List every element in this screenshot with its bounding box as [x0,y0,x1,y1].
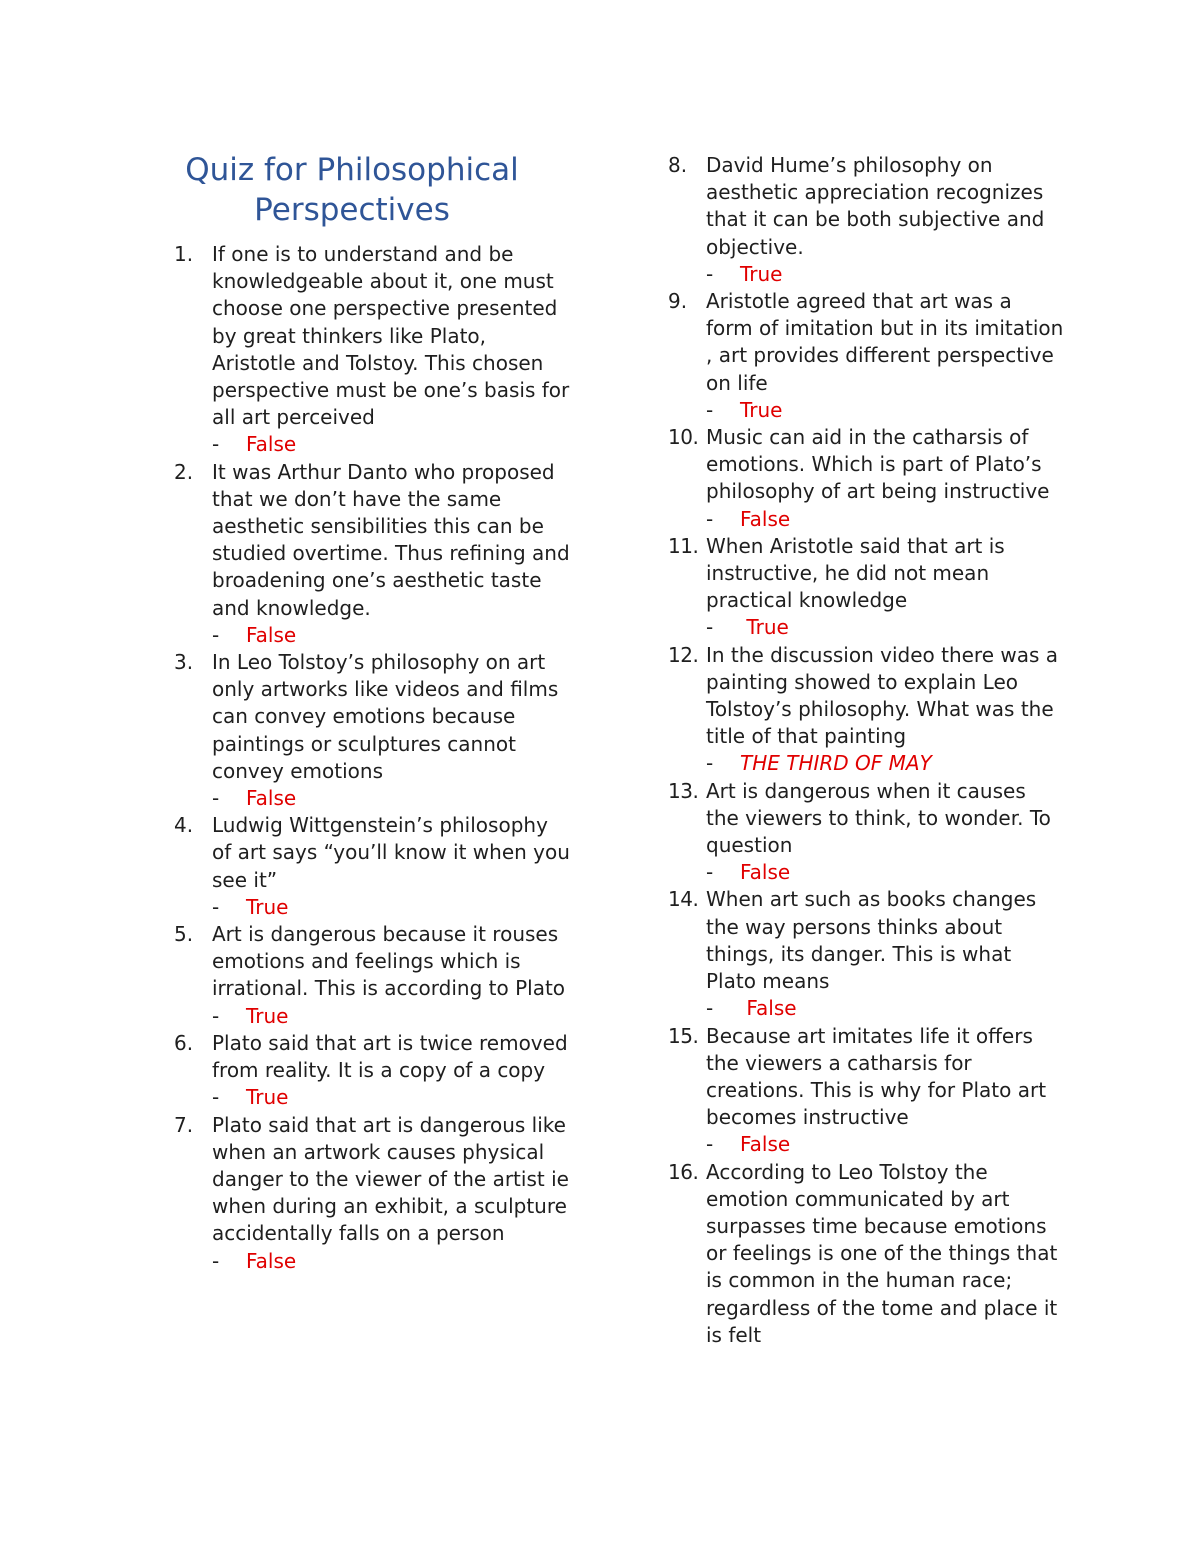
question-14 [668,886,1068,1022]
question-number: 14. [668,887,699,912]
answer-dash: - [212,1248,220,1273]
answer-dash: - [212,622,220,647]
answer-dash: - [706,506,714,531]
question-text: In Leo Tolstoy’s philosophy on art only artworks like videos and films can convey emotions because paintings or sculptures cannot convey emotions [212,650,559,783]
answer-dash: - [706,860,714,885]
answer-line [706,397,1068,424]
question-number: 15. [668,1023,699,1048]
answer-line [212,894,574,921]
answer-line [212,431,574,458]
answer: True [740,397,783,422]
question-number: 5. [174,922,194,947]
question-12 [668,642,1068,778]
question-number: 1. [174,242,194,266]
question-text: According to Leo Tolstoy the emotion communicated by art surpasses time because emotions or feelings is one of the things that is common in the human race; regardless of the tome and place it is felt [706,1159,1058,1347]
answer-line [212,622,574,649]
answer-line [212,1248,574,1275]
question-number: 4. [174,813,194,838]
answer: True [246,1085,289,1110]
answer: True [246,1003,289,1028]
answer-dash: - [706,996,714,1021]
question-text: Music can aid in the catharsis of emotions. Which is part of Plato’s philosophy of art being instructive [706,425,1050,504]
question-text: Aristotle agreed that art was a form of imitation but in its imitation , art provides different perspective on life [706,289,1064,395]
answer: THE THIRD OF MAY [740,751,932,776]
answer-dash: - [706,397,714,422]
answer-dash: - [212,432,220,457]
question-9 [668,288,1068,424]
question-number: 9. [668,289,688,314]
question-text: If one is to understand and be knowledgeable about it, one must choose one perspective presented by great thinkers like Plato, Aristotle and Tolstoy. This chosen perspective must be one’s basis for all art perceived [212,242,570,430]
question-1 [174,241,574,459]
answer-dash: - [706,1132,714,1157]
question-number: 13. [668,778,699,803]
answer-dash: - [706,751,714,776]
question-number: 11. [668,533,699,558]
answer-dash: - [212,1085,220,1110]
question-text: Ludwig Wittgenstein’s philosophy of art says “you’ll know it when you see it” [212,813,570,892]
question-13 [668,778,1068,887]
question-text: Plato said that art is dangerous like when an artwork causes physical danger to the viewer of the artist ie when during an exhibit, a sculpture accidentally falls on a person [212,1112,569,1246]
answer: False [246,1248,297,1273]
question-10 [668,424,1068,533]
question-11 [668,533,1068,642]
answer: False [740,996,797,1021]
answer: False [740,506,791,531]
answer: False [246,432,297,457]
question-text: Art is dangerous because it rouses emotions and feelings which is irrational. This is according to Plato [212,922,566,1001]
left-column [174,150,574,1275]
answer-line [706,614,1068,641]
answer-dash: - [212,1003,220,1028]
question-number: 6. [174,1030,194,1055]
answer-line [706,506,1068,533]
title-line-1: Quiz for Philosophical [185,152,519,188]
question-number: 12. [668,642,699,667]
question-text: Because art imitates life it offers the viewers a catharsis for creations. This is why for Plato art becomes instructive [706,1023,1047,1130]
question-8 [668,152,1068,288]
question-number: 2. [174,459,194,484]
answer-line [706,750,1068,777]
answer: False [246,622,297,647]
question-text: Art is dangerous when it causes the viewers to think, to wonder. To question [706,778,1051,858]
answer-dash: - [212,894,220,919]
question-15 [668,1023,1068,1159]
answer-line [212,1084,574,1111]
answer-dash: - [706,261,714,286]
answer-dash: - [706,615,714,640]
question-text: In the discussion video there was a painting showed to explain Leo Tolstoy’s philosophy. What was the title of that painting [706,642,1059,749]
question-text: Plato said that art is twice removed from reality. It is a copy of a copy [212,1030,568,1083]
question-5 [174,921,574,1030]
answer-line [706,995,1068,1022]
question-text: When art such as books changes the way persons thinks about things, its danger. This is what Plato means [706,887,1037,994]
question-3 [174,649,574,812]
question-2 [174,459,574,649]
question-text: When Aristotle said that art is instructive, he did not mean practical knowledge [706,533,1005,613]
answer: True [740,615,789,640]
question-6 [174,1030,574,1112]
question-text: It was Arthur Danto who proposed that we don’t have the same aesthetic sensibilities this can be studied overtime. Thus refining and broadening one’s aesthetic taste and knowledge. [212,459,570,620]
answer-line [706,261,1068,288]
page-title [174,150,530,230]
question-number: 8. [668,153,688,177]
title-line-2: Perspectives [254,192,450,228]
question-text: David Hume’s philosophy on aesthetic appreciation recognizes that it can be both subjective and objective. [706,153,1045,259]
answer: False [740,1132,791,1157]
question-7 [174,1112,574,1275]
answer: True [246,894,289,919]
answer-line [706,1131,1068,1158]
answer: True [740,261,783,286]
question-number: 7. [174,1112,194,1137]
question-number: 10. [668,425,699,450]
question-4 [174,812,574,921]
answer-line [212,785,574,812]
answer: False [740,860,791,885]
answer-dash: - [212,786,220,811]
question-16 [668,1159,1068,1349]
answer: False [246,786,297,811]
right-column [668,152,1068,1349]
answer-line [706,859,1068,886]
answer-line [212,1003,574,1030]
question-number: 3. [174,650,194,675]
question-number: 16. [668,1159,699,1184]
